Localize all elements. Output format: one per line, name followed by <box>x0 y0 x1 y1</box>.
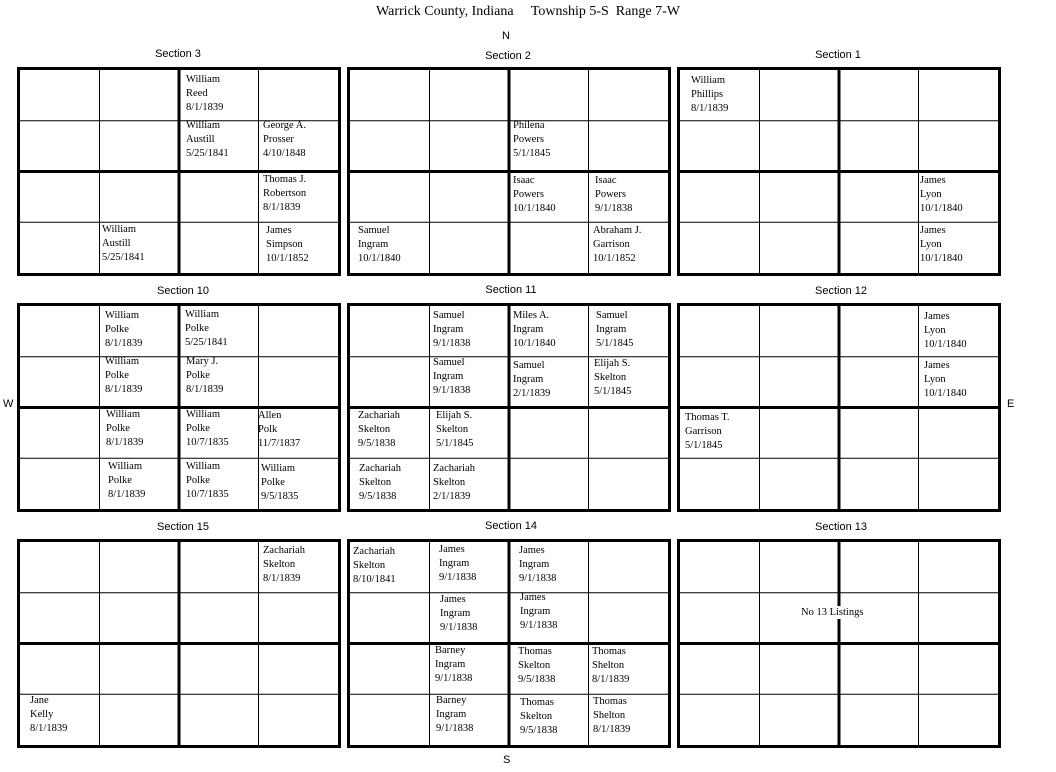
land-entry: James Lyon 10/1/1840 <box>920 175 963 214</box>
land-entry: Elijah S. Skelton 5/1/1845 <box>436 410 474 449</box>
land-entry: William Polke 8/1/1839 <box>105 310 143 349</box>
land-entry: Zachariah Skelton 9/5/1838 <box>358 410 400 449</box>
land-entry: William Polke 8/1/1839 <box>108 461 146 500</box>
land-entry: Zachariah Skelton 2/1/1839 <box>433 463 475 502</box>
land-entry: William Polke 10/7/1835 <box>186 461 229 500</box>
land-entry: Zachariah Skelton 8/1/1839 <box>263 545 305 584</box>
land-entry: Thomas Skelton 9/5/1838 <box>518 646 556 685</box>
land-entry: Allen Polk 11/7/1837 <box>258 410 301 449</box>
land-entry: Samuel Ingram 5/1/1845 <box>596 310 634 349</box>
section-12-label: Section 12 <box>815 285 867 297</box>
compass-north: N <box>502 30 510 42</box>
compass-west: W <box>3 398 14 410</box>
land-entry: James Ingram 9/1/1838 <box>439 544 477 583</box>
land-entry: James Lyon 10/1/1840 <box>924 311 967 350</box>
land-entry: Samuel Ingram 9/1/1838 <box>433 310 471 349</box>
section-3-label: Section 3 <box>155 48 201 60</box>
land-entry: William Polke 9/5/1835 <box>261 463 299 502</box>
section-1-label: Section 1 <box>815 49 861 61</box>
section-13-label: Section 13 <box>815 521 867 533</box>
section-15-label: Section 15 <box>157 521 209 533</box>
land-entry: William Austill 5/25/1841 <box>102 224 145 263</box>
land-entry: Thomas T. Garrison 5/1/1845 <box>685 412 730 451</box>
land-entry: Barney Ingram 9/1/1838 <box>435 645 473 684</box>
land-entry: James Ingram 9/1/1838 <box>520 592 558 631</box>
land-entry: William Reed 8/1/1839 <box>186 74 224 113</box>
land-entry: James Simpson 10/1/1852 <box>266 225 309 264</box>
land-entry: Thomas J. Robertson 8/1/1839 <box>263 174 307 213</box>
section-14-label: Section 14 <box>485 520 537 532</box>
section-grid <box>680 542 998 745</box>
section-11-label: Section 11 <box>485 284 537 296</box>
land-entry: Philena Powers 5/1/1845 <box>513 120 551 159</box>
land-entry: Thomas Shelton 8/1/1839 <box>593 696 631 735</box>
section-10-label: Section 10 <box>157 285 209 297</box>
land-entry: James Ingram 9/1/1838 <box>440 594 478 633</box>
land-entry: James Lyon 10/1/1840 <box>920 225 963 264</box>
land-entry: Isaac Powers 10/1/1840 <box>513 175 556 214</box>
land-entry: Zachariah Skelton 8/10/1841 <box>353 546 396 585</box>
land-entry: Isaac Powers 9/1/1838 <box>595 175 633 214</box>
land-entry: James Lyon 10/1/1840 <box>924 360 967 399</box>
land-entry: William Polke 8/1/1839 <box>105 356 143 395</box>
land-entry: Samuel Ingram 9/1/1838 <box>433 357 471 396</box>
land-entry: Miles A. Ingram 10/1/1840 <box>513 310 556 349</box>
land-entry: Zachariah Skelton 9/5/1838 <box>359 463 401 502</box>
compass-east: E <box>1007 398 1015 410</box>
land-entry: Thomas Shelton 8/1/1839 <box>592 646 630 685</box>
land-entry: Abraham J. Garrison 10/1/1852 <box>593 225 642 264</box>
land-entry: William Phillips 8/1/1839 <box>691 75 729 114</box>
land-entry: George A. Prosser 4/10/1848 <box>263 120 306 159</box>
land-entry: William Polke 8/1/1839 <box>106 409 144 448</box>
land-entry: Thomas Skelton 9/5/1838 <box>520 697 558 736</box>
compass-south: S <box>503 754 511 766</box>
land-entry: Samuel Ingram 2/1/1839 <box>513 360 551 399</box>
map-title: Warrick County, Indiana Township 5-S Range 7-W <box>376 4 680 19</box>
land-entry: William Austill 5/25/1841 <box>186 120 229 159</box>
land-entry: William Polke 5/25/1841 <box>185 309 228 348</box>
land-entry: James Ingram 9/1/1838 <box>519 545 557 584</box>
land-entry: Mary J. Polke 8/1/1839 <box>186 356 224 395</box>
land-entry: Elijah S. Skelton 5/1/1845 <box>594 358 632 397</box>
section-13 <box>677 539 1001 748</box>
land-entry: Jane Kelly 8/1/1839 <box>30 695 68 734</box>
land-entry: William Polke 10/7/1835 <box>186 409 229 448</box>
section-13-no-listings: No 13 Listings <box>797 606 867 619</box>
land-entry: Samuel Ingram 10/1/1840 <box>358 225 401 264</box>
section-2-label: Section 2 <box>485 50 531 62</box>
land-entry: Barney Ingram 9/1/1838 <box>436 695 474 734</box>
